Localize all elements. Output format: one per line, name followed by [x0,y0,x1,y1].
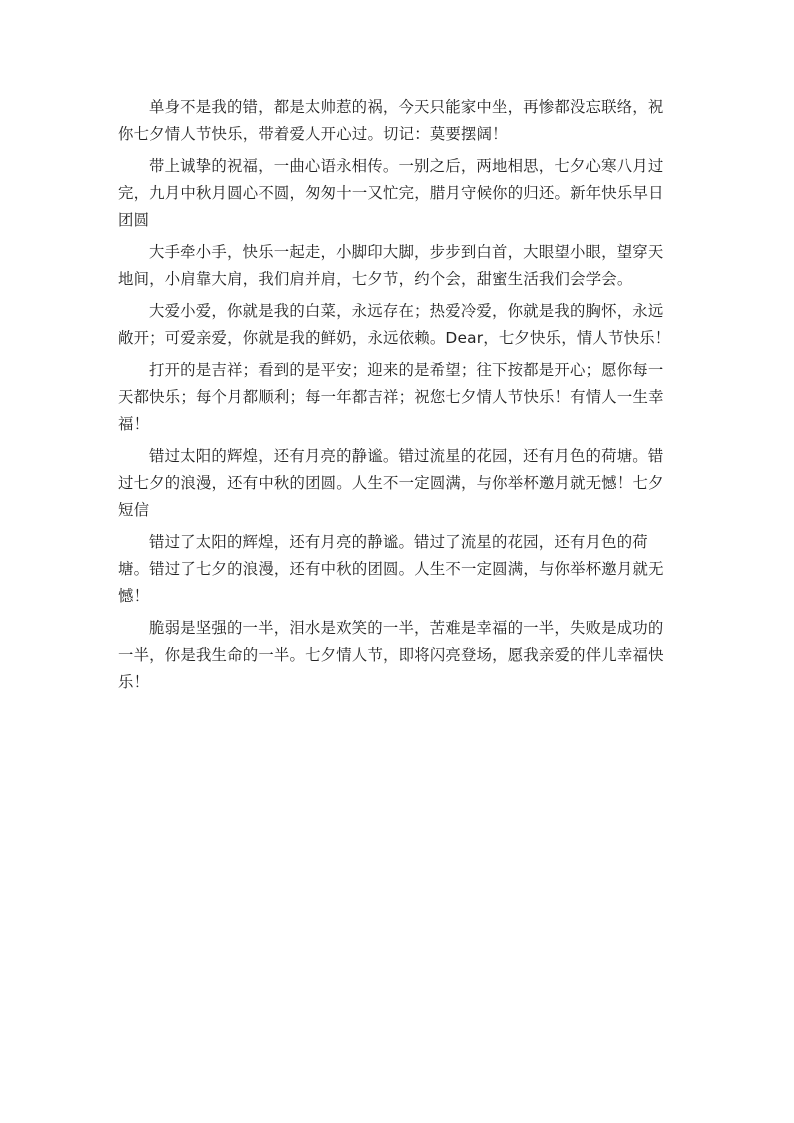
paragraph-7: 错过了太阳的辉煌，还有月亮的静谧。错过了流星的花园，还有月色的荷塘。错过了七夕的浪漫，还有中秋的团圆。人生不一定圆满，与你举杯邀月就无憾！ [118,533,664,605]
paragraph-6: 错过太阳的辉煌，还有月亮的静谧。错过流星的花园，还有月色的荷塘。错过七夕的浪漫，还有中秋的团圆。人生不一定圆满，与你举杯邀月就无憾！七夕短信 [118,447,664,519]
paragraph-8: 脆弱是坚强的一半，泪水是欢笑的一半，苦难是幸福的一半，失败是成功的一半，你是我生命的一半。七夕情人节，即将闪亮登场，愿我亲爱的伴儿幸福快乐！ [118,619,664,691]
paragraph-3: 大手牵小手，快乐一起走，小脚印大脚，步步到白首，大眼望小眼，望穿天地间，小肩靠大肩，我们肩并肩，七夕节，约个会，甜蜜生活我们会学会。 [118,243,664,288]
paragraph-1: 单身不是我的错，都是太帅惹的祸，今天只能家中坐，再惨都没忘联络，祝你七夕情人节快乐，带着爱人开心过。切记：莫要摆阔！ [118,98,664,143]
paragraph-5: 打开的是吉祥；看到的是平安；迎来的是希望；往下按都是开心；愿你每一天都快乐；每个月都顺利；每一年都吉祥；祝您七夕情人节快乐！有情人一生幸福！ [118,361,664,433]
paragraph-2: 带上诚挚的祝福，一曲心语永相传。一别之后，两地相思，七夕心寒八月过完，九月中秋月圆心不圆，匆匆十一又忙完，腊月守候你的归还。新年快乐早日团圆 [118,157,664,229]
document-body [118,94,678,701]
paragraph-4: 大爱小爱，你就是我的白菜，永远存在；热爱冷爱，你就是我的胸怀，永远敞开；可爱亲爱，你就是我的鲜奶，永远依赖。Dear，七夕快乐，情人节快乐！ [118,302,671,347]
